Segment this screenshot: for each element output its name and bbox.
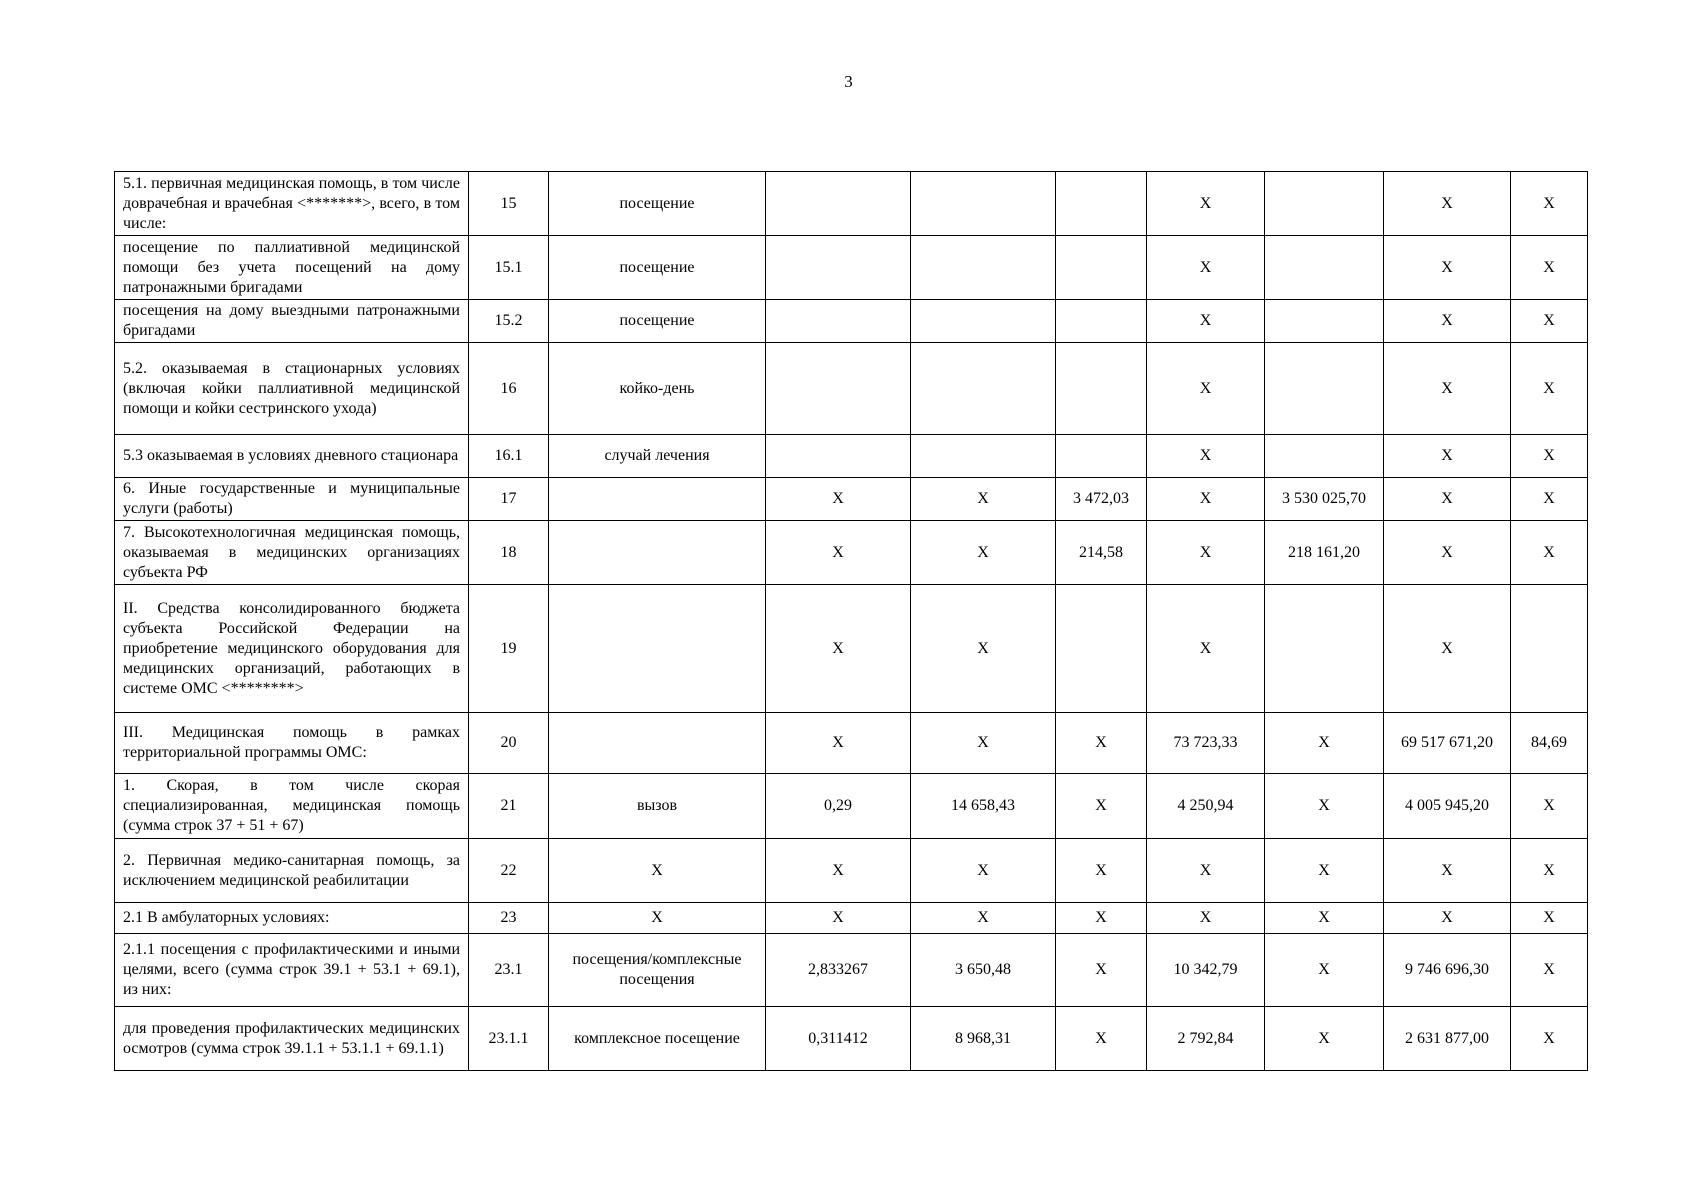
table-cell: X (1056, 839, 1147, 903)
row-name-cell: для проведения профилактических медицинских осмотров (сумма строк 39.1.1 + 53.1.1 + 69.1.1) (115, 1007, 469, 1071)
row-name-cell: 2.1 В амбулаторных условиях: (115, 903, 469, 934)
table-cell (766, 236, 911, 300)
table-cell: X (1147, 172, 1265, 236)
table-cell (549, 521, 766, 585)
table-cell: посещение (549, 172, 766, 236)
table-cell: X (911, 903, 1056, 934)
table-cell (766, 435, 911, 478)
table-cell: X (1147, 585, 1265, 713)
table-cell: X (1511, 172, 1588, 236)
table-cell: посещение (549, 236, 766, 300)
table-cell: 18 (469, 521, 549, 585)
table-cell: X (1511, 521, 1588, 585)
table-cell: X (766, 478, 911, 521)
row-name-cell: 2. Первичная медико-санитарная помощь, за исключением медицинской реабилитации (115, 839, 469, 903)
table-cell: 4 005 945,20 (1384, 774, 1511, 839)
table-cell (1056, 172, 1147, 236)
table-cell: X (1265, 903, 1384, 934)
table-cell: X (1265, 934, 1384, 1007)
table-cell: X (1384, 478, 1511, 521)
table-cell: 22 (469, 839, 549, 903)
table-cell: X (1384, 585, 1511, 713)
table-cell: X (1511, 839, 1588, 903)
table-row (115, 521, 1588, 585)
table-cell: 9 746 696,30 (1384, 934, 1511, 1007)
table-cell: X (1511, 435, 1588, 478)
table-cell (911, 300, 1056, 343)
table-cell: X (1384, 839, 1511, 903)
table-cell: X (911, 521, 1056, 585)
table-cell: 3 472,03 (1056, 478, 1147, 521)
table-cell: X (766, 713, 911, 774)
table-cell: 2,833267 (766, 934, 911, 1007)
table-cell: X (1147, 435, 1265, 478)
table-cell: X (1056, 1007, 1147, 1071)
table-cell: X (1511, 903, 1588, 934)
table-cell: X (1511, 774, 1588, 839)
table-cell: 69 517 671,20 (1384, 713, 1511, 774)
table-cell (549, 713, 766, 774)
table-cell (911, 435, 1056, 478)
table-cell: 73 723,33 (1147, 713, 1265, 774)
table-cell (1056, 236, 1147, 300)
table-cell: X (1056, 934, 1147, 1007)
table-cell: X (1511, 934, 1588, 1007)
row-name-cell: 6. Иные государственные и муниципальные услуги (работы) (115, 478, 469, 521)
table-cell: 23.1.1 (469, 1007, 549, 1071)
table-cell (1056, 300, 1147, 343)
table-cell: койко-день (549, 343, 766, 435)
table-row (115, 172, 1588, 236)
table-cell: X (911, 585, 1056, 713)
table-cell: 2 792,84 (1147, 1007, 1265, 1071)
table-cell: 0,311412 (766, 1007, 911, 1071)
table-cell: X (1147, 236, 1265, 300)
table-cell: X (1511, 236, 1588, 300)
table-cell: 21 (469, 774, 549, 839)
table-cell: 15 (469, 172, 549, 236)
table-cell: 3 530 025,70 (1265, 478, 1384, 521)
table-cell (1056, 435, 1147, 478)
table-row (115, 585, 1588, 713)
row-name-cell: II. Средства консолидированного бюджета субъекта Российской Федерации на приобретение медицинского оборудования для медицинских организаций, работающих в системе ОМС <********> (115, 585, 469, 713)
table-cell (1265, 343, 1384, 435)
table-cell: 8 968,31 (911, 1007, 1056, 1071)
table-cell: 16 (469, 343, 549, 435)
table-cell (1056, 585, 1147, 713)
table-cell: X (1384, 172, 1511, 236)
table-cell: 84,69 (1511, 713, 1588, 774)
table-cell: X (1056, 903, 1147, 934)
table-row (115, 774, 1588, 839)
table-cell: X (1265, 774, 1384, 839)
table-cell: 10 342,79 (1147, 934, 1265, 1007)
table-cell: X (766, 839, 911, 903)
table-cell: X (766, 903, 911, 934)
expenditure-table (114, 171, 1588, 1071)
table-row (115, 236, 1588, 300)
table-cell: X (549, 903, 766, 934)
table-cell: X (1265, 839, 1384, 903)
row-name-cell: 2.1.1 посещения с профилактическими и иными целями, всего (сумма строк 39.1 + 53.1 + 69.1), из них: (115, 934, 469, 1007)
table-cell: X (1265, 1007, 1384, 1071)
table-cell: 0,29 (766, 774, 911, 839)
table-row (115, 300, 1588, 343)
table-cell: X (1147, 839, 1265, 903)
table-row (115, 478, 1588, 521)
table-cell: X (766, 521, 911, 585)
row-name-cell: посещения на дому выездными патронажными бригадами (115, 300, 469, 343)
table-row (115, 903, 1588, 934)
row-name-cell: 5.1. первичная медицинская помощь, в том числе доврачебная и врачебная <*******>, всего, в том числе: (115, 172, 469, 236)
table-cell (911, 236, 1056, 300)
table-cell: X (1147, 343, 1265, 435)
page-number: 3 (844, 72, 853, 91)
table-cell: 3 650,48 (911, 934, 1056, 1007)
table-cell: комплексное посещение (549, 1007, 766, 1071)
table-cell: X (549, 839, 766, 903)
table-cell: X (1384, 435, 1511, 478)
table-cell: X (1384, 343, 1511, 435)
table-cell (911, 343, 1056, 435)
table-cell (549, 585, 766, 713)
table-cell (766, 300, 911, 343)
table-cell (1265, 435, 1384, 478)
table-cell: 17 (469, 478, 549, 521)
table-cell: 214,58 (1056, 521, 1147, 585)
row-name-cell: 1. Скорая, в том числе скорая специализированная, медицинская помощь (сумма строк 37 + 51 + 67) (115, 774, 469, 839)
table-cell: X (1511, 343, 1588, 435)
table-row (115, 343, 1588, 435)
table-cell: 16.1 (469, 435, 549, 478)
table-cell: X (1384, 236, 1511, 300)
table-cell (766, 172, 911, 236)
table-cell (1056, 343, 1147, 435)
table-cell (1265, 585, 1384, 713)
row-name-cell: 5.3 оказываемая в условиях дневного стационара (115, 435, 469, 478)
table-cell: X (1511, 300, 1588, 343)
table-cell: 15.1 (469, 236, 549, 300)
table-cell (1265, 236, 1384, 300)
table-cell: 23.1 (469, 934, 549, 1007)
table-row (115, 713, 1588, 774)
row-name-cell: посещение по паллиативной медицинской помощи без учета посещений на дому патронажными бригадами (115, 236, 469, 300)
table-cell: X (1265, 713, 1384, 774)
table-cell: 20 (469, 713, 549, 774)
row-name-cell: 5.2. оказываемая в стационарных условиях (включая койки паллиативной медицинской помощи и койки сестринского ухода) (115, 343, 469, 435)
table-cell (1265, 300, 1384, 343)
table-row (115, 435, 1588, 478)
table-cell (766, 343, 911, 435)
table-row (115, 839, 1588, 903)
table-cell: 23 (469, 903, 549, 934)
row-name-cell: 7. Высокотехнологичная медицинская помощь, оказываемая в медицинских организациях субъекта РФ (115, 521, 469, 585)
row-name-cell: III. Медицинская помощь в рамках территориальной программы ОМС: (115, 713, 469, 774)
table-cell: X (1384, 903, 1511, 934)
table-cell: посещение (549, 300, 766, 343)
table-cell: случай лечения (549, 435, 766, 478)
table-cell: X (1147, 478, 1265, 521)
table-cell: X (911, 713, 1056, 774)
table-cell: X (1384, 300, 1511, 343)
table-cell: 2 631 877,00 (1384, 1007, 1511, 1071)
table-cell: X (911, 839, 1056, 903)
table-cell: X (1147, 903, 1265, 934)
table-cell: X (1056, 713, 1147, 774)
table-row (115, 1007, 1588, 1071)
table-cell: 14 658,43 (911, 774, 1056, 839)
table-cell: 4 250,94 (1147, 774, 1265, 839)
table-cell: 15.2 (469, 300, 549, 343)
table-cell (911, 172, 1056, 236)
table-cell: X (1384, 521, 1511, 585)
table-cell: X (1511, 1007, 1588, 1071)
table-cell: X (1511, 478, 1588, 521)
table-cell: X (766, 585, 911, 713)
table-cell (1265, 172, 1384, 236)
table-cell: 218 161,20 (1265, 521, 1384, 585)
table-cell: X (1147, 521, 1265, 585)
table-cell: X (1056, 774, 1147, 839)
table-cell: посещения/комплексные посещения (549, 934, 766, 1007)
table-cell: X (911, 478, 1056, 521)
table-cell: 19 (469, 585, 549, 713)
table-cell: X (1147, 300, 1265, 343)
table-cell (549, 478, 766, 521)
table-row (115, 934, 1588, 1007)
table-cell: вызов (549, 774, 766, 839)
table-cell (1511, 585, 1588, 713)
